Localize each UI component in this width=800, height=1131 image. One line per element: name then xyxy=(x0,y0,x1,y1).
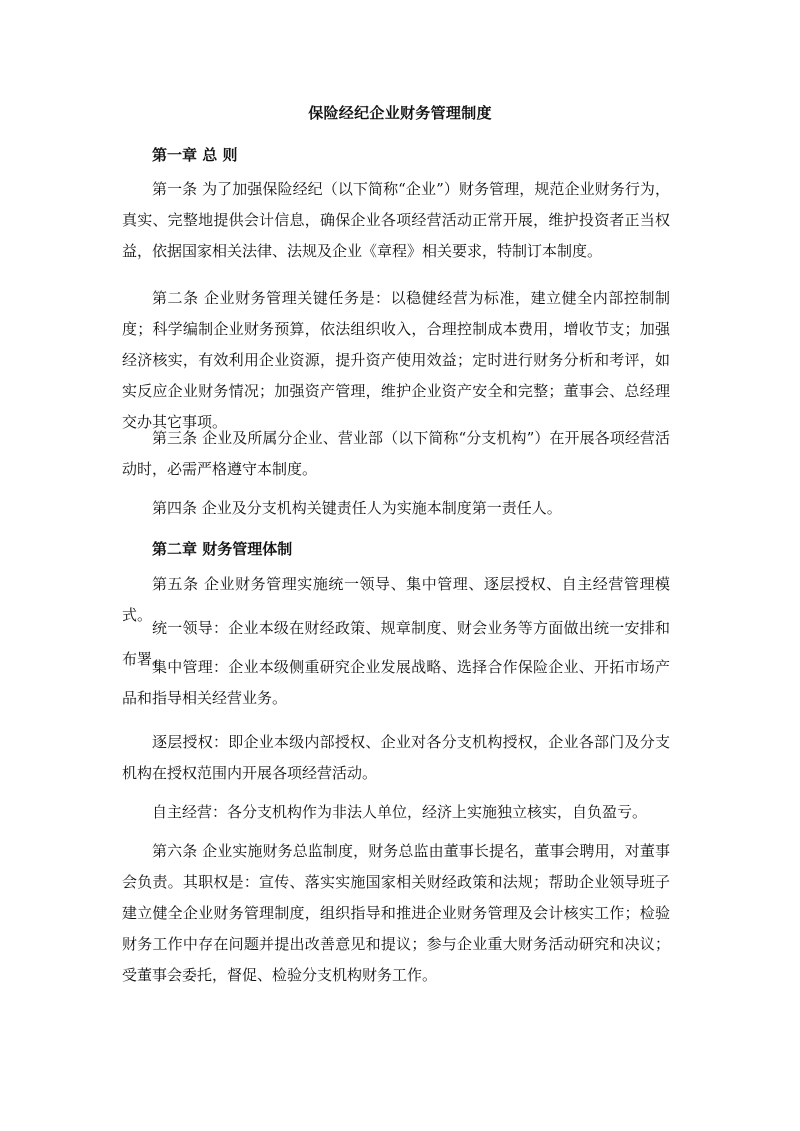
chapter-heading: 第一章 总 则 xyxy=(152,146,238,164)
document-title: 保险经纪企业财务管理制度 xyxy=(308,104,492,122)
article-paragraph: 自主经营：各分支机构作为非法人单位，经济上实施独立核实，自负盈亏。 xyxy=(152,803,648,821)
article-paragraph: 第六条 企业实施财务总监制度，财务总监由董事长提名，董事会聘用，对董事会负责。其职权是：宣传、落实实施国家相关财经政策和法规；帮助企业领导班子建立健全企业财务管理制度，组织指导和推进企业财务管理及会计核实工作；检验财务工作中存在问题并提出改善意见和提议；参与企业重大财务活动研究和决议；受董事会委托，督促、检验分支机构财务工作。 xyxy=(122,842,670,984)
article-paragraph: 第四条 企业及分支机构关键责任人为实施本制度第一责任人。 xyxy=(152,499,562,517)
article-paragraph: 第五条 企业财务管理实施统一领导、集中管理、逐层授权、自主经营管理模式。 xyxy=(122,575,670,624)
article-paragraph: 第三条 企业及所属分企业、营业部（以下简称“分支机构”）在开展各项经营活动时，必需严格遵守本制度。 xyxy=(122,429,670,478)
article-paragraph: 统一领导：企业本级在财经政策、规章制度、财会业务等方面做出统一安排和布署。 xyxy=(122,619,670,668)
article-paragraph: 集中管理：企业本级侧重研究企业发展战略、选择合作保险企业、开拓市场产品和指导相关经营业务。 xyxy=(122,658,670,707)
chapter-heading: 第二章 财务管理体制 xyxy=(152,540,293,558)
article-paragraph: 第一条 为了加强保险经纪（以下简称“企业”）财务管理，规范企业财务行为，真实、完整地提供会计信息，确保企业各项经营活动正常开展，维护投资者正当权益，依据国家相关法律、法规及企业《章程》相关要求，特制订本制度。 xyxy=(122,180,670,260)
article-paragraph: 第二条 企业财务管理关键任务是：以稳健经营为标准，建立健全内部控制制度；科学编制企业财务预算，依法组织收入，合理控制成本费用，增收节支；加强经济核实，有效利用企业资源，提升资产使用效益；定时进行财务分析和考评，如实反应企业财务情况；加强资产管理，维护企业资产安全和完整；董事会、总经理交办其它事项。 xyxy=(122,289,670,431)
article-paragraph: 逐层授权：即企业本级内部授权、企业对各分支机构授权，企业各部门及分支机构在授权范围内开展各项经营活动。 xyxy=(122,733,670,782)
